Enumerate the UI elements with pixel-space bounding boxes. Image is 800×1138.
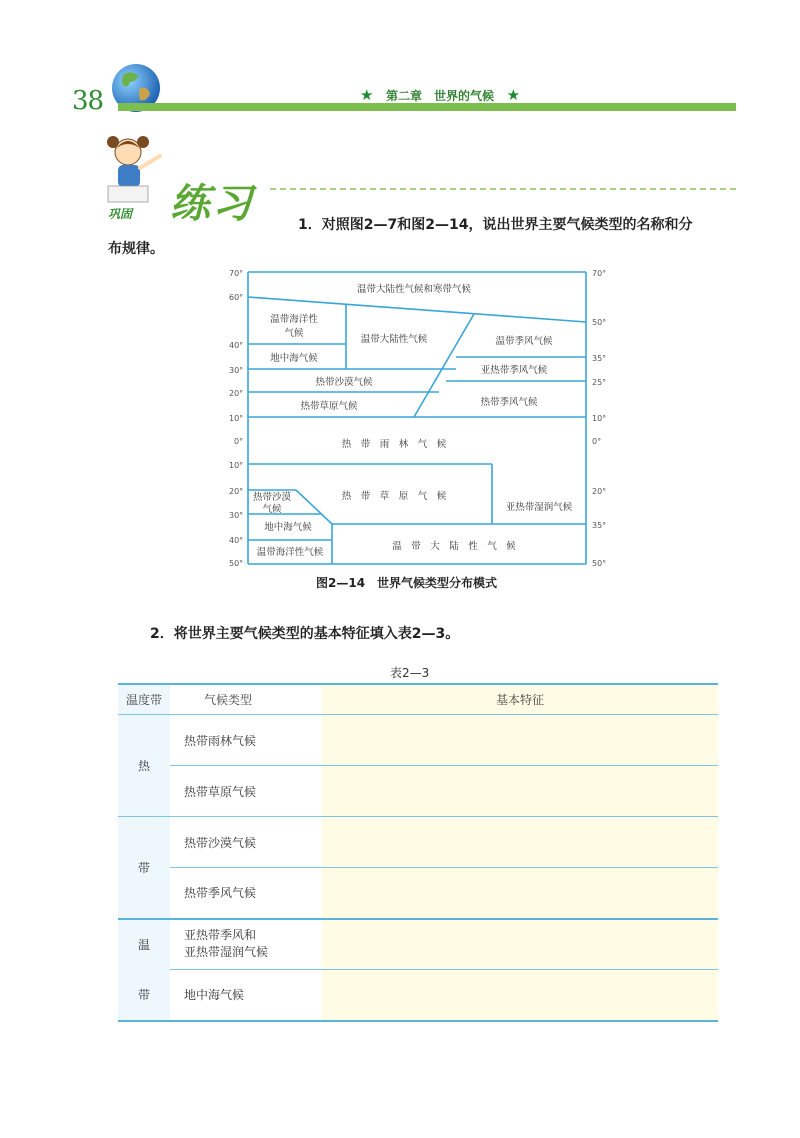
section-title: 练习 [170, 180, 254, 227]
zone-tropical-savanna-south: 热 带 草 原 气 候 [341, 491, 447, 502]
page-number: 38 [72, 86, 104, 116]
chapter-label: 第二章 世界的气候 [386, 89, 495, 103]
table-row [118, 970, 718, 1021]
climate-type-cell: 热带草原气候 [170, 766, 322, 817]
feature-input-cell[interactable] [322, 766, 718, 817]
zone-temperate-continental: 温带大陆性气候 [360, 334, 428, 345]
lat-right-50s: 50° [592, 559, 607, 568]
header-climate-type: 气候类型 [170, 684, 322, 715]
star-icon: ★ [360, 86, 374, 104]
lat-right-50: 50° [592, 318, 607, 327]
table-row [118, 715, 718, 766]
zone-tropical-desert-north: 热带沙漠气候 [315, 377, 373, 388]
feature-input-cell[interactable] [322, 868, 718, 919]
lat-left-50s: 50° [229, 559, 244, 568]
lat-left-10s: 10° [229, 461, 244, 470]
zone-char-warm: 温 [118, 919, 170, 970]
climate-distribution-diagram [224, 262, 612, 572]
lat-right-20s: 20° [592, 487, 607, 496]
table-title: 表2—3 [390, 666, 430, 680]
question-1: 1．对照图2—7和图2—14，说出世界主要气候类型的名称和分 [298, 217, 693, 233]
lat-left-30s: 30° [229, 511, 244, 520]
climate-type-cell: 亚热带季风和 亚热带湿润气候 [170, 919, 322, 970]
zone-mediterranean-north: 地中海气候 [270, 353, 318, 364]
zone-tropical-savanna-north: 热带草原气候 [300, 401, 358, 412]
table-row [118, 817, 718, 868]
zone-temperate-marine-1: 温带海洋性 [270, 314, 318, 325]
zone-temperate-marine-south: 温带海洋性气候 [256, 547, 324, 558]
lat-left-0: 0° [234, 437, 244, 446]
zone-tropical-desert-south-1: 热带沙漠 [252, 492, 292, 503]
figure-caption: 图2—14 世界气候类型分布模式 [316, 576, 498, 590]
star-icon: ★ [506, 86, 521, 104]
lat-left-10: 10° [229, 414, 244, 423]
zone-temperate-continental-cold: 温带大陆性气候和寒带气候 [356, 284, 472, 295]
question-2: 2．将世界主要气候类型的基本特征填入表2—3。 [150, 626, 460, 642]
feature-input-cell[interactable] [322, 970, 718, 1021]
table-row [118, 868, 718, 919]
lat-right-10: 10° [592, 414, 607, 423]
section-subtitle: 巩固 [108, 207, 133, 221]
question-1-continuation: 布规律。 [108, 241, 164, 257]
lat-right-35s: 35° [592, 521, 607, 530]
lat-left-70: 70° [229, 269, 244, 278]
zone-temperate-monsoon: 温带季风气候 [495, 336, 553, 347]
zone-tropical-monsoon: 热带季风气候 [480, 397, 538, 408]
zone-mediterranean-south: 地中海气候 [264, 522, 312, 533]
lat-left-30: 30° [229, 366, 244, 375]
zone-char-belt-2: 带 [118, 970, 170, 1021]
lat-left-20: 20° [229, 389, 244, 398]
lat-left-60: 60° [229, 293, 244, 302]
zone-tropical-desert-south-2: 气候 [262, 504, 282, 515]
climate-type-cell: 地中海气候 [170, 970, 322, 1021]
zone-temperate-marine-2: 气候 [284, 328, 304, 339]
girl-mascot-icon [98, 130, 178, 210]
zone-temperate-continental-south: 温 带 大 陆 性 气 候 [392, 541, 516, 552]
lat-right-25: 25° [592, 378, 607, 387]
feature-input-cell[interactable] [322, 715, 718, 766]
lat-left-40: 40° [229, 341, 244, 350]
zone-char-belt: 带 [118, 817, 170, 919]
chapter-title [360, 86, 520, 104]
table-row [118, 766, 718, 817]
lat-left-20s: 20° [229, 487, 244, 496]
climate-feature-table [118, 683, 718, 1022]
header-temperature-zone: 温度带 [118, 684, 170, 715]
header-basic-features: 基本特征 [322, 684, 718, 715]
header-bar [118, 103, 736, 111]
feature-input-cell[interactable] [322, 919, 718, 970]
zone-subtropical-humid: 亚热带湿润气候 [505, 502, 573, 513]
table-row [118, 919, 718, 970]
feature-input-cell[interactable] [322, 817, 718, 868]
climate-type-cell: 热带沙漠气候 [170, 817, 322, 868]
lat-left-40s: 40° [229, 536, 244, 545]
lat-right-35: 35° [592, 354, 607, 363]
climate-type-cell: 热带雨林气候 [170, 715, 322, 766]
zone-char-hot: 热 [118, 715, 170, 817]
zone-tropical-rainforest: 热 带 雨 林 气 候 [341, 439, 447, 450]
lat-right-70: 70° [592, 269, 607, 278]
dashed-divider [270, 188, 736, 190]
climate-type-cell: 热带季风气候 [170, 868, 322, 919]
zone-subtropical-monsoon: 亚热带季风气候 [480, 365, 548, 376]
lat-right-0: 0° [592, 437, 602, 446]
